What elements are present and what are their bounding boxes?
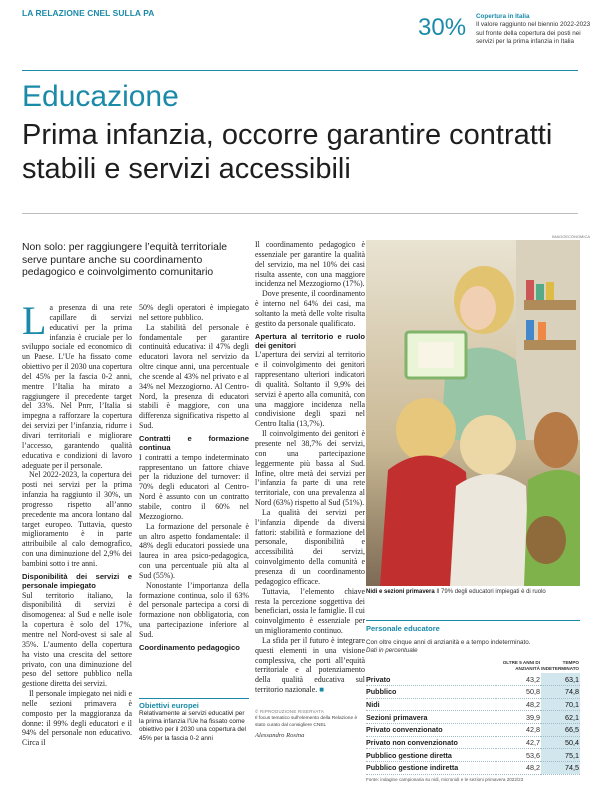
sidebar-text: Relativamente ai servizi educativi per la prima infanzia l’Ue ha fissato come obiettivo per il 2030 una copertura del 45% per la fascia 0-2 anni bbox=[139, 710, 246, 742]
table-cell-value: 70,1 bbox=[541, 698, 580, 711]
article-paragraph: La qualità dei servizi per l’infanzia dipende da diversi fattori: stabilità e formazione del personale, disponibilità e accessibilità dei servizi, coinvolgimento della comunità e presenza di un coordinamento pedagogico efficace. bbox=[255, 507, 365, 586]
sidebar-title: Obiettivi europei bbox=[139, 701, 199, 710]
table-cell-value: 53,6 bbox=[496, 749, 541, 762]
table-row bbox=[366, 749, 580, 762]
article-paragraph: Il personale impiegato nei nidi e nelle sezioni primavera è composto per la maggioranza da donne: il 99% degli educatori e il 94% del personale non educativo. Circa il bbox=[22, 689, 132, 748]
data-table-box bbox=[366, 620, 580, 782]
table-cell-value: 66,5 bbox=[541, 723, 580, 736]
article-paragraph: Nonostante l’importanza della formazione continua, solo il 63% del personale partecipa a corsi di formazione non obbligatoria, con una partecipazione inferiore al Sud. bbox=[139, 580, 249, 639]
article-paragraph: Sul territorio italiano, la disponibilità di servizi è disomogenea: al Sud e nelle isole la copertura è solo del 17%, mentre nel Nord-ovest si sale al 35%. L’aumento della copertura ha visto una crescita del settore privato, con una diminuzione del peso del settore pubblico nella gestione diretta dei servizi. bbox=[22, 590, 132, 689]
table-cell-value: 48,2 bbox=[496, 698, 541, 711]
table-row-label: Privato convenzionato bbox=[366, 723, 496, 736]
headline-rule bbox=[22, 213, 578, 214]
table-cell-value: 48,2 bbox=[496, 762, 541, 775]
table-cell-value: 50,8 bbox=[496, 685, 541, 698]
table-cell-value: 74,8 bbox=[541, 685, 580, 698]
table-row-label: Sezioni primavera bbox=[366, 711, 496, 724]
table-row-label: Privato non convenzionato bbox=[366, 736, 496, 749]
article-paragraph: 50% degli operatori è impiegato nel settore pubblico. bbox=[139, 303, 249, 322]
table-row bbox=[366, 673, 580, 685]
section-kicker: LA RELAZIONE CNEL SULLA PA bbox=[22, 8, 155, 18]
table-row-label: Privato bbox=[366, 673, 496, 685]
article-subheading: Disponibilità dei servizi e personale impiegato bbox=[22, 571, 132, 591]
end-mark-icon: ■ bbox=[319, 685, 324, 695]
article-column-3 bbox=[255, 240, 365, 695]
table-cell-value: 75,1 bbox=[541, 749, 580, 762]
article-paragraph: La stabilità del personale è fondamentale per garantire continuità educativa: il 47% degli educatori lavora nel servizio da oltre cinque anni, una percentuale che scende al 43% nel privato e al 34% nel Mezzogiorno. Al Centro-Nord, la presenza di educatori stabili è maggiore, con una differenza significativa rispetto al Sud. bbox=[139, 322, 249, 431]
caption-bold: Nidi e sezioni primavera bbox=[366, 589, 435, 595]
caption-text: Il 79% degli educatori impiegati è di ruolo bbox=[436, 589, 546, 595]
table-row bbox=[366, 723, 580, 736]
table-unit: Dati in percentuale bbox=[366, 647, 418, 655]
classroom-photo bbox=[366, 240, 580, 586]
photo-caption bbox=[366, 588, 580, 596]
article-subheading: Apertura al territorio e ruolo dei genitori bbox=[255, 331, 365, 350]
byline-block bbox=[255, 708, 365, 739]
article-paragraph: Dove presente, il coordinamento è interno nel 64% dei casi, ma soltanto la metà delle volte risulta gestito da personale qualificato. bbox=[255, 289, 365, 328]
table-row bbox=[366, 698, 580, 711]
table-row-label: Pubblico bbox=[366, 685, 496, 698]
table-cell-value: 43,2 bbox=[496, 673, 541, 685]
byline-note: Il focus tematico sull’elemento della Relazione è stato curato dal consigliere CNEL bbox=[255, 716, 358, 728]
sidebar-box bbox=[139, 698, 249, 743]
byline-author: Alessandro Rosina bbox=[255, 732, 305, 739]
article-column-1 bbox=[22, 298, 132, 748]
table-cell-value: 62,1 bbox=[541, 711, 580, 724]
table-subtitle: Con oltre cinque anni di anzianità e a tempo indeterminato. bbox=[366, 639, 531, 646]
article-paragraph: Nel 2022-2023, la copertura dei posti nei servizi per la prima infanzia ha raggiunto il 30%, un progresso rispetto all’anno precedente ma ancora lontano dal target europeo. Tuttavia, questo miglioramento è in parte attribuibile al calo demografico, con una diminuzione del 2,9% dei bambini sotto i tre anni. bbox=[22, 470, 132, 568]
table-cell-value: 42,8 bbox=[496, 723, 541, 736]
classroom-illustration bbox=[366, 240, 580, 586]
table-cell-value: 50,4 bbox=[541, 736, 580, 749]
table-row bbox=[366, 711, 580, 724]
article-paragraph: Il coordinamento pedagogico è essenziale per garantire la qualità del servizio, ma nel 10% dei casi risulta assente, con una maggiore incidenza nel Mezzogiorno (17%). bbox=[255, 240, 365, 289]
table-row-label: Pubblico gestione diretta bbox=[366, 749, 496, 762]
table-cell-value: 42,7 bbox=[496, 736, 541, 749]
stat-title: Copertura in Italia bbox=[476, 13, 530, 20]
table-row bbox=[366, 736, 580, 749]
table-source: Fonte: indagine campionaria su nidi, micronidi e le sezioni primavera 2022/23 bbox=[366, 776, 524, 782]
table-row bbox=[366, 685, 580, 698]
table-title: Personale educatore bbox=[366, 620, 580, 633]
headline: Prima infanzia, occorre garantire contratti stabili e servizi accessibili bbox=[22, 119, 553, 185]
stat-value: 30% bbox=[418, 14, 467, 41]
article-subheading: Contratti e formazione continua bbox=[139, 433, 249, 453]
article-column-2 bbox=[139, 303, 249, 652]
copyright-note: © RIPRODUZIONE RISERVATA bbox=[255, 709, 325, 714]
data-table bbox=[366, 660, 580, 775]
table-header-anzianita: OLTRE 5 ANNI DI ANZIANITÀ bbox=[502, 660, 540, 671]
article-paragraph: La sfida per il futuro è integrare questi elementi in una visione complessiva, che porti all’equità territoriale e al potenziamento della qualità educativa sul territorio nazionale. ■ bbox=[255, 635, 365, 695]
stat-description bbox=[476, 13, 594, 47]
stat-text: Il valore raggiunto nel biennio 2022-2023 sul fronte della copertura dei posti nei servizi per la prima infanzia in Italia bbox=[476, 21, 591, 46]
top-rule bbox=[22, 70, 578, 71]
article-paragraph: La presenza di una rete capillare di servizi educativi per la prima infanzia è cruciale per lo sviluppo sociale ed economico di un Paese. L’Ue ha fissato come obiettivo per il 2030 una copertura del 45% per la fascia 0-2 anni, mentre l’Italia ha mirato a raggiungere il precedente target del 33%. Nel Pnrr, l’Italia si impegna a rafforzare la copertura dei servizi per l’infanzia, ridurre i divari territoriali e migliorare l’accesso, garantendo qualità educativa e condizioni di lavoro adeguate per il personale. bbox=[22, 298, 132, 470]
table-row-label: Nidi bbox=[366, 698, 496, 711]
article-paragraph: Tuttavia, l’elemento chiave resta la percezione soggettiva dei beneficiari, ossia le famiglie. Il cui coinvolgimento è essenziale per un miglioramento continuo. bbox=[255, 586, 365, 636]
article-paragraph: Il coinvolgimento dei genitori è presente nel 38,7% dei servizi, con una partecipazione leggermente più bassa al Sud. Infine, oltre metà dei servizi per l’infanzia fa parte di una rete territoriale, con una prevalenza al Nord (63%) rispetto al Sud (51%). bbox=[255, 429, 365, 508]
article-paragraph: L’apertura dei servizi al territorio e il coinvolgimento dei genitori rappresentano ulteriori indicatori di qualità. Soltanto il 9,9% dei servizi è aperto alla comunità, con una maggiore incidenza nella condivisione degli spazi nel Centro Italia (13,7%). bbox=[255, 350, 365, 429]
photo-credit: IMAGOECONOMICA bbox=[552, 234, 591, 239]
table-row bbox=[366, 762, 580, 775]
article-paragraph: I contratti a tempo indeterminato rappresentano un fattore chiave per la riduzione del turnover: il 70% degli educatori al Centro-Nord è assunto con un contratto stabile, contro il 60% nel Mezzogiorno. bbox=[139, 452, 249, 521]
table-row-label: Pubblico gestione indiretta bbox=[366, 762, 496, 775]
table-cell-value: 63,1 bbox=[541, 673, 580, 685]
table-header-tempo-indeterminato: TEMPO INDETERMINATO bbox=[541, 660, 579, 671]
section-title: Educazione bbox=[22, 80, 179, 113]
article-paragraph: La formazione del personale è un altro aspetto fondamentale: il 48% degli educatori possiede una laurea in area psico-pedagogica, con una percentuale più alta al Sud (55%). bbox=[139, 521, 249, 580]
standfirst: Non solo: per raggiungere l’equità territoriale serve puntare anche su coordinamento pedagogico e coinvolgimento comunitario bbox=[22, 242, 228, 279]
dropcap: L bbox=[22, 298, 47, 343]
table-cell-value: 39,9 bbox=[496, 711, 541, 724]
article-subheading: Coordinamento pedagogico bbox=[139, 642, 240, 652]
table-cell-value: 74,5 bbox=[541, 762, 580, 775]
